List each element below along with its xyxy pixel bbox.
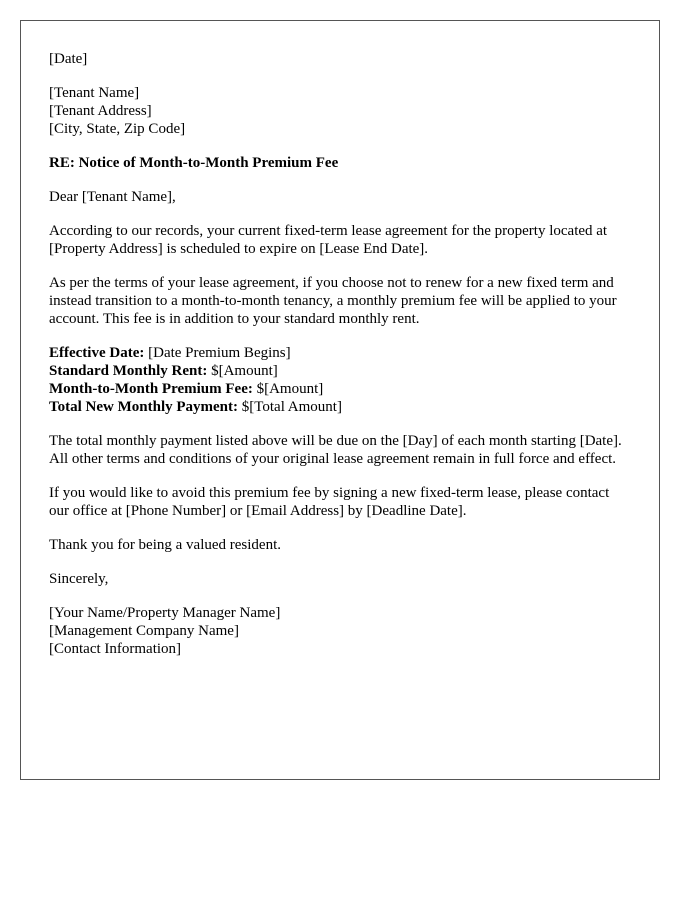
recipient-city-state-zip: [City, State, Zip Code] (49, 121, 186, 137)
paragraph-thanks: Thank you for being a valued resident. (49, 537, 282, 553)
detail-label: Month-to-Month Premium Fee: (49, 381, 253, 397)
signature-company: [Management Company Name] (49, 623, 239, 639)
paragraph-avoid-fee: If you would like to avoid this premium fee by signing a new fixed-term lease, please contact our office at [Phone Number] or [Email Address] by [Deadline Date]. (49, 485, 610, 519)
detail-label: Effective Date: (49, 345, 145, 361)
detail-effective-date (49, 344, 631, 362)
salutation: Dear [Tenant Name], (49, 189, 176, 205)
letter-date: [Date] (49, 51, 88, 67)
detail-standard-rent (49, 362, 631, 380)
detail-premium-fee (49, 380, 631, 398)
recipient-address: [Tenant Address] (49, 103, 152, 119)
recipient-name: [Tenant Name] (49, 85, 140, 101)
detail-value: $[Total Amount] (238, 399, 342, 415)
detail-value: $[Amount] (252, 381, 324, 397)
closing: Sincerely, (49, 571, 109, 587)
paragraph-due-date: The total monthly payment listed above will be due on the [Day] of each month starting [Date]. All other terms and conditions of your original lease agreement remain in full force and effect. (49, 433, 622, 467)
signature-name: [Your Name/Property Manager Name] (49, 605, 281, 621)
detail-value: $[Amount] (207, 363, 278, 379)
paragraph-premium-terms: As per the terms of your lease agreement, if you choose not to renew for a new fixed term and instead transition to a month-to-month tenancy, a monthly premium fee will be applied to your account. This fee is in addition to your standard monthly rent. (49, 275, 617, 327)
detail-label: Standard Monthly Rent: (49, 363, 208, 379)
recipient-block (49, 84, 631, 138)
subject-line: RE: Notice of Month-to-Month Premium Fee (49, 155, 339, 171)
letter-document (20, 20, 660, 780)
paragraph-lease-expiry: According to our records, your current fixed-term lease agreement for the property located at [Property Address] is scheduled to expire on [Lease End Date]. (49, 223, 608, 257)
detail-total-payment (49, 398, 631, 416)
detail-label: Total New Monthly Payment: (49, 399, 239, 415)
signature-block (49, 604, 631, 658)
detail-value: [Date Premium Begins] (144, 345, 291, 361)
signature-contact: [Contact Information] (49, 641, 182, 657)
payment-details (49, 344, 631, 416)
